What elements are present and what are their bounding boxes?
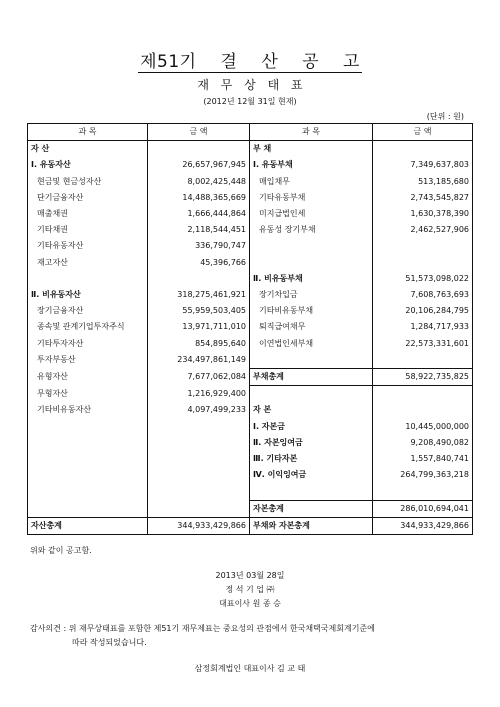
sign-date: 2013년 03월 28일 — [215, 571, 285, 580]
right-item-amount — [373, 402, 473, 418]
table-row — [28, 141, 473, 158]
statement-title: 재 무 상 태 표 — [197, 78, 303, 92]
table-row — [28, 467, 473, 483]
right-item-amount: 2,462,527,906 — [373, 222, 473, 238]
left-item-label: 기타비유동자산 — [28, 402, 148, 418]
auditor-name: 삼정회계법인 대표이사 김 교 태 — [194, 664, 306, 673]
right-item-label: 유동성 장기부채 — [250, 222, 373, 238]
table-row — [28, 238, 473, 254]
left-item-amount: 14,488,365,669 — [148, 190, 250, 206]
left-item-amount — [148, 271, 250, 287]
right-item-label: 이연법인세부채 — [250, 336, 373, 352]
left-item-label: 기타채권 — [28, 222, 148, 238]
total-row — [28, 517, 473, 534]
right-item-label: 부 채 — [250, 141, 373, 158]
table-row — [28, 402, 473, 418]
notice-title: 제51기 결 산 공 고 — [140, 52, 360, 72]
right-item-amount: 20,106,284,795 — [373, 303, 473, 319]
audit-opinion — [30, 622, 375, 650]
right-item-amount — [373, 141, 473, 158]
left-item-amount — [148, 500, 250, 517]
table-row — [28, 451, 473, 467]
left-item-label — [28, 419, 148, 435]
left-item-amount — [148, 483, 250, 500]
left-item-label: 기타유동자산 — [28, 238, 148, 254]
balance-sheet-table — [27, 123, 473, 535]
table-row — [28, 336, 473, 352]
table-row — [28, 174, 473, 190]
right-item-amount: 58,922,735,825 — [373, 369, 473, 386]
right-item-amount: 1,557,840,741 — [373, 451, 473, 467]
left-item-label: 자 산 — [28, 141, 148, 158]
table-row — [28, 157, 473, 173]
right-item-label — [250, 255, 373, 271]
left-item-label: 기타투자자산 — [28, 336, 148, 352]
left-item-label — [28, 451, 148, 467]
right-item-amount: 10,445,000,000 — [373, 419, 473, 435]
left-item-label: Ⅱ. 비유동자산 — [28, 287, 148, 303]
right-item-amount: 7,349,637,803 — [373, 157, 473, 173]
table-header — [28, 124, 473, 141]
total-assets-label: 자산총계 — [28, 517, 148, 534]
left-item-label: 장기금융자산 — [28, 303, 148, 319]
table-row — [28, 303, 473, 319]
left-item-label: 재고자산 — [28, 255, 148, 271]
right-item-label: 매입채무 — [250, 174, 373, 190]
total-assets-amount: 344,933,429,866 — [148, 517, 250, 534]
right-item-label: 자 본 — [250, 402, 373, 418]
right-item-label: 장기차입금 — [250, 287, 373, 303]
table-row — [28, 206, 473, 222]
right-item-label: 퇴직급여채무 — [250, 319, 373, 335]
left-item-amount: 7,677,062,084 — [148, 369, 250, 386]
table-row — [28, 222, 473, 238]
notice-text: 위와 같이 공고함. — [30, 546, 92, 555]
table-row — [28, 352, 473, 369]
table-row — [28, 386, 473, 403]
right-item-label: Ⅳ. 이익잉여금 — [250, 467, 373, 483]
table-row — [28, 500, 473, 517]
right-item-label: 자본총계 — [250, 500, 373, 517]
table-row — [28, 369, 473, 386]
left-item-label — [28, 271, 148, 287]
left-item-amount — [148, 141, 250, 158]
unit-label: (단위 : 원) — [426, 112, 464, 121]
right-item-label: Ⅱ. 자본잉여금 — [250, 435, 373, 451]
header-amount-left: 금 액 — [148, 124, 250, 141]
left-item-label: 투자부동산 — [28, 352, 148, 369]
left-item-label: 무형자산 — [28, 386, 148, 403]
table-row — [28, 255, 473, 271]
audit-line-2: 따라 작성되었습니다. — [72, 638, 147, 647]
statement-date: (2012년 12월 31일 현재) — [203, 97, 297, 106]
left-item-amount: 336,790,747 — [148, 238, 250, 254]
right-item-label — [250, 483, 373, 500]
left-item-amount: 234,497,861,149 — [148, 352, 250, 369]
left-item-amount: 13,971,711,010 — [148, 319, 250, 335]
right-item-amount: 513,185,680 — [373, 174, 473, 190]
left-item-label — [28, 435, 148, 451]
right-item-amount: 286,010,694,041 — [373, 500, 473, 517]
left-item-label: Ⅰ. 유동자산 — [28, 157, 148, 173]
left-item-amount: 1,216,929,400 — [148, 386, 250, 403]
header-item-left: 과 목 — [28, 124, 148, 141]
left-item-amount: 4,097,499,233 — [148, 402, 250, 418]
right-item-label: 기타비유동부채 — [250, 303, 373, 319]
left-item-amount: 1,666,444,864 — [148, 206, 250, 222]
table-row — [28, 271, 473, 287]
right-item-label: 기타유동부채 — [250, 190, 373, 206]
left-item-label: 유형자산 — [28, 369, 148, 386]
right-item-amount: 7,608,763,693 — [373, 287, 473, 303]
left-item-amount — [148, 467, 250, 483]
audit-line-1: 감사의견 : 위 재무상태표를 포함한 제51기 재무제표는 중요성의 관점에서 한국채택국제회계기준에 — [30, 624, 375, 633]
right-item-amount: 51,573,098,022 — [373, 271, 473, 287]
left-item-label: 현금및 현금성자산 — [28, 174, 148, 190]
left-item-label: 매출채권 — [28, 206, 148, 222]
total-liab-equity-label: 부채와 자본총계 — [250, 517, 373, 534]
left-item-amount: 8,002,425,448 — [148, 174, 250, 190]
right-item-amount: 1,630,378,390 — [373, 206, 473, 222]
left-item-amount: 318,275,461,921 — [148, 287, 250, 303]
header-amount-right: 금 액 — [373, 124, 473, 141]
right-item-amount — [373, 352, 473, 369]
left-item-label — [28, 500, 148, 517]
right-item-amount: 264,799,363,218 — [373, 467, 473, 483]
right-item-amount — [373, 238, 473, 254]
right-item-amount: 2,743,545,827 — [373, 190, 473, 206]
table-row — [28, 483, 473, 500]
right-item-label: Ⅱ. 비유동부채 — [250, 271, 373, 287]
header-item-right: 과 목 — [250, 124, 373, 141]
company-name: 정 석 기 업 ㈜ — [225, 585, 275, 594]
table-row — [28, 319, 473, 335]
right-item-label: 부채총계 — [250, 369, 373, 386]
left-item-amount — [148, 451, 250, 467]
left-item-label: 단기금융자산 — [28, 190, 148, 206]
total-liab-equity-amount: 344,933,429,866 — [373, 517, 473, 534]
right-item-amount — [373, 386, 473, 403]
right-item-label: Ⅰ. 유동부채 — [250, 157, 373, 173]
right-item-amount: 9,208,490,082 — [373, 435, 473, 451]
right-item-label: 미지급법인세 — [250, 206, 373, 222]
right-item-label — [250, 238, 373, 254]
right-item-label: Ⅲ. 기타자본 — [250, 451, 373, 467]
table-row — [28, 435, 473, 451]
right-item-label — [250, 352, 373, 369]
left-item-amount — [148, 435, 250, 451]
table-row — [28, 287, 473, 303]
table-row — [28, 419, 473, 435]
right-item-label: Ⅰ. 자본금 — [250, 419, 373, 435]
left-item-label: 종속및 관계기업투자주식 — [28, 319, 148, 335]
left-item-amount — [148, 419, 250, 435]
right-item-label — [250, 386, 373, 403]
right-item-amount — [373, 483, 473, 500]
left-item-amount: 55,959,503,405 — [148, 303, 250, 319]
ceo-name: 대표이사 원 종 승 — [219, 599, 281, 608]
right-item-amount: 1,284,717,933 — [373, 319, 473, 335]
right-item-amount — [373, 255, 473, 271]
left-item-amount: 26,657,967,945 — [148, 157, 250, 173]
left-item-amount: 854,895,640 — [148, 336, 250, 352]
right-item-amount: 22,573,331,601 — [373, 336, 473, 352]
left-item-amount: 45,396,766 — [148, 255, 250, 271]
table-row — [28, 190, 473, 206]
left-item-label — [28, 467, 148, 483]
left-item-label — [28, 483, 148, 500]
left-item-amount: 2,118,544,451 — [148, 222, 250, 238]
